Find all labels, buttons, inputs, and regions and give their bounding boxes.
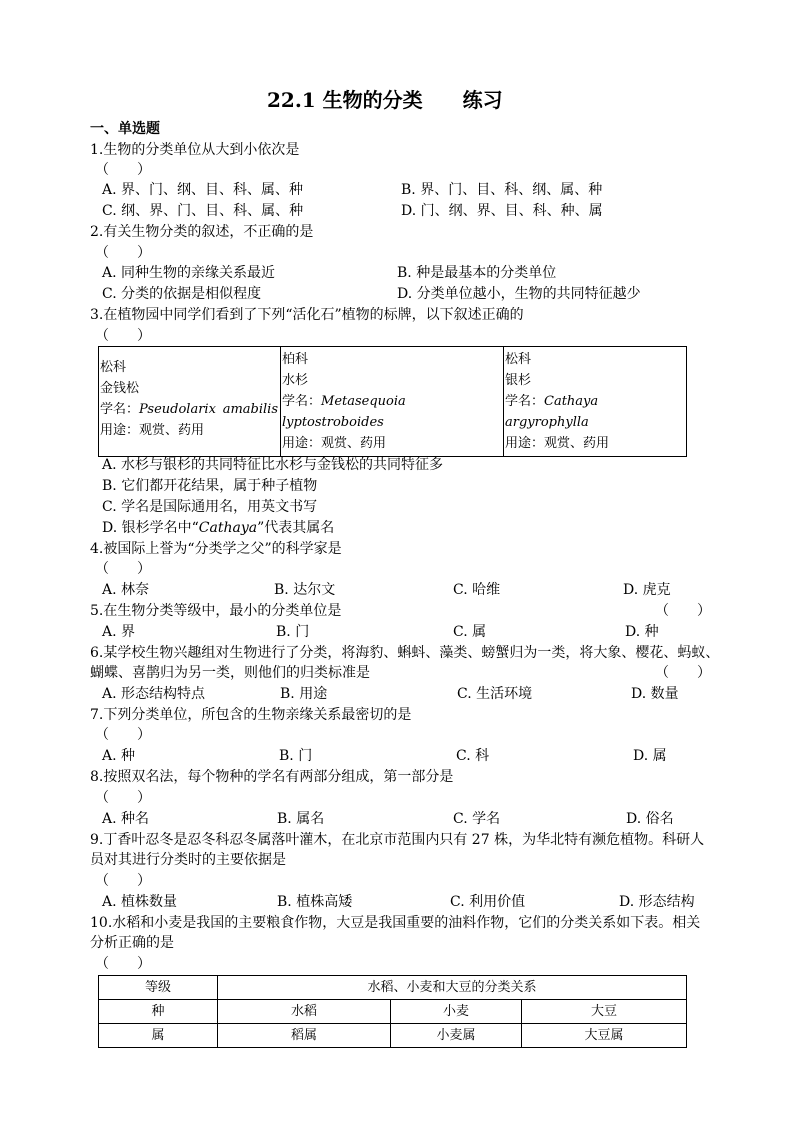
answer-paren: （ ）	[95, 561, 151, 577]
plant-name: 银杉	[505, 373, 532, 388]
answer-paren: （ ）	[95, 790, 151, 806]
plant-name: 水杉	[282, 373, 309, 388]
table-cell: 小麦	[391, 1000, 522, 1024]
option: B. 达尔文	[274, 582, 336, 598]
answer-paren: （ ）	[95, 727, 151, 743]
option: B. 属名	[277, 811, 325, 827]
plant-use: 用途：观赏、药用	[282, 436, 387, 451]
option-italic: Cathaya	[198, 520, 258, 536]
sci-species: argyrophylla	[505, 415, 589, 430]
scientific-name	[282, 391, 501, 412]
option: B. 种是最基本的分类单位	[397, 265, 557, 281]
option-text: D. 银杉学名中“	[102, 520, 199, 536]
plant-label-table	[98, 346, 687, 457]
section-heading: 一、单选题	[90, 121, 160, 137]
answer-paren: （ ）	[655, 665, 711, 681]
option: D. 形态结构	[619, 894, 695, 910]
option: A. 种名	[102, 811, 150, 827]
option: B. 门	[276, 624, 310, 640]
table-cell: 小麦属	[391, 1024, 522, 1048]
option: D. 虎克	[623, 582, 671, 598]
scientific-name	[100, 399, 278, 420]
option: D. 数量	[631, 686, 679, 702]
question-stem: 4.被国际上誉为“分类学之父”的科学家是	[90, 541, 342, 557]
family-label: 松科	[505, 352, 532, 367]
table-cell: 水稻	[218, 1000, 391, 1024]
table-cell: 稻属	[218, 1024, 391, 1048]
option: B. 它们都开花结果，属于种子植物	[102, 478, 318, 494]
table-cell: 大豆	[522, 1000, 687, 1024]
option: A. 形态结构特点	[102, 686, 206, 702]
scientific-name	[505, 391, 684, 412]
page-title: 22.1 生物的分类 练习	[267, 88, 503, 112]
question-stem-cont: 员对其进行分类时的主要依据是	[90, 852, 286, 868]
option-text: ”代表其属名	[257, 520, 335, 536]
plant-name: 金钱松	[100, 381, 140, 396]
option: A. 植株数量	[102, 894, 178, 910]
sci-genus: Metasequoia	[321, 394, 406, 409]
question-stem: 3.在植物园中同学们看到了下列“活化石”植物的标牌，以下叙述正确的	[90, 307, 524, 323]
plant-use: 用途：观赏、药用	[505, 436, 610, 451]
sci-species: amabilis	[222, 402, 278, 417]
option: D. 属	[633, 748, 667, 764]
option: C. 利用价值	[450, 894, 526, 910]
question-stem: 9.丁香叶忍冬是忍冬科忍冬属落叶灌木，在北京市范围内只有 27 株，为华北特有濒危植物。科研人	[90, 832, 705, 848]
sci-genus: Cathaya	[544, 394, 599, 409]
table-header-cell: 水稻、小麦和大豆的分类关系	[218, 976, 687, 1000]
question-stem-cont: 蝴蝶、喜鹊归为另一类，则他们的归类标准是	[90, 665, 370, 681]
option: B. 门	[279, 748, 313, 764]
table-cell: 大豆属	[522, 1024, 687, 1048]
answer-paren: （ ）	[655, 603, 711, 619]
option	[102, 518, 334, 538]
option: D. 分类单位越小，生物的共同特征越少	[397, 286, 641, 302]
question-stem: 8.按照双名法，每个物种的学名有两部分组成，第一部分是	[90, 769, 454, 785]
answer-paren: （ ）	[95, 162, 151, 178]
question-stem: 10.水稻和小麦是我国的主要粮食作物，大豆是我国重要的油料作物，它们的分类关系如下表。相关	[90, 915, 701, 931]
option: C. 学名	[453, 811, 501, 827]
plant-card	[281, 347, 504, 457]
option: A. 同种生物的亲缘关系最近	[102, 265, 276, 281]
option: A. 界	[102, 624, 136, 640]
question-stem: 2.有关生物分类的叙述，不正确的是	[90, 224, 314, 240]
option: B. 植株高矮	[277, 894, 353, 910]
answer-paren: （ ）	[95, 873, 151, 889]
sci-genus: Pseudolarix	[139, 402, 216, 417]
question-stem: 1.生物的分类单位从大到小依次是	[90, 142, 300, 158]
sci-label: 学名：	[100, 402, 140, 417]
question-stem: 5.在生物分类等级中，最小的分类单位是	[90, 603, 342, 619]
option: D. 俗名	[626, 811, 674, 827]
option: D. 种	[625, 624, 659, 640]
option: C. 科	[456, 748, 490, 764]
option: B. 用途	[280, 686, 328, 702]
answer-paren: （ ）	[95, 245, 151, 261]
table-cell: 种	[99, 1000, 218, 1024]
plant-use: 用途：观赏、药用	[100, 423, 205, 438]
table-header-cell: 等级	[99, 976, 218, 1000]
option: A. 种	[102, 748, 136, 764]
answer-paren: （ ）	[95, 956, 151, 972]
plant-card	[504, 347, 687, 457]
question-stem: 6.某学校生物兴趣组对生物进行了分类，将海豹、蝌蚪、藻类、螃蟹归为一类，将大象、樱花、蚂蚁、	[90, 645, 720, 661]
table-cell: 属	[99, 1024, 218, 1048]
plant-card	[99, 347, 281, 457]
option: A. 林奈	[102, 582, 150, 598]
sci-label: 学名：	[282, 394, 322, 409]
option: C. 哈维	[453, 582, 501, 598]
option: C. 纲、界、门、目、科、属、种	[102, 203, 304, 219]
question-stem: 7.下列分类单位，所包含的生物亲缘关系最密切的是	[90, 707, 412, 723]
question-stem-cont: 分析正确的是	[90, 935, 174, 951]
option: B. 界、门、目、科、纲、属、种	[401, 182, 603, 198]
classification-table	[98, 975, 687, 1048]
family-label: 柏科	[282, 352, 309, 367]
option: C. 生活环境	[457, 686, 533, 702]
option: C. 分类的依据是相似程度	[102, 286, 262, 302]
option: D. 门、纲、界、目、科、种、属	[401, 203, 603, 219]
sci-label: 学名：	[505, 394, 545, 409]
option: C. 属	[453, 624, 487, 640]
option: A. 水杉与银杉的共同特征比水杉与金钱松的共同特征多	[102, 457, 444, 473]
sci-species: lyptostroboides	[282, 415, 384, 430]
option: C. 学名是国际通用名，用英文书写	[102, 499, 318, 515]
option: A. 界、门、纲、目、科、属、种	[102, 182, 304, 198]
answer-paren: （ ）	[95, 328, 151, 344]
family-label: 松科	[100, 360, 127, 375]
